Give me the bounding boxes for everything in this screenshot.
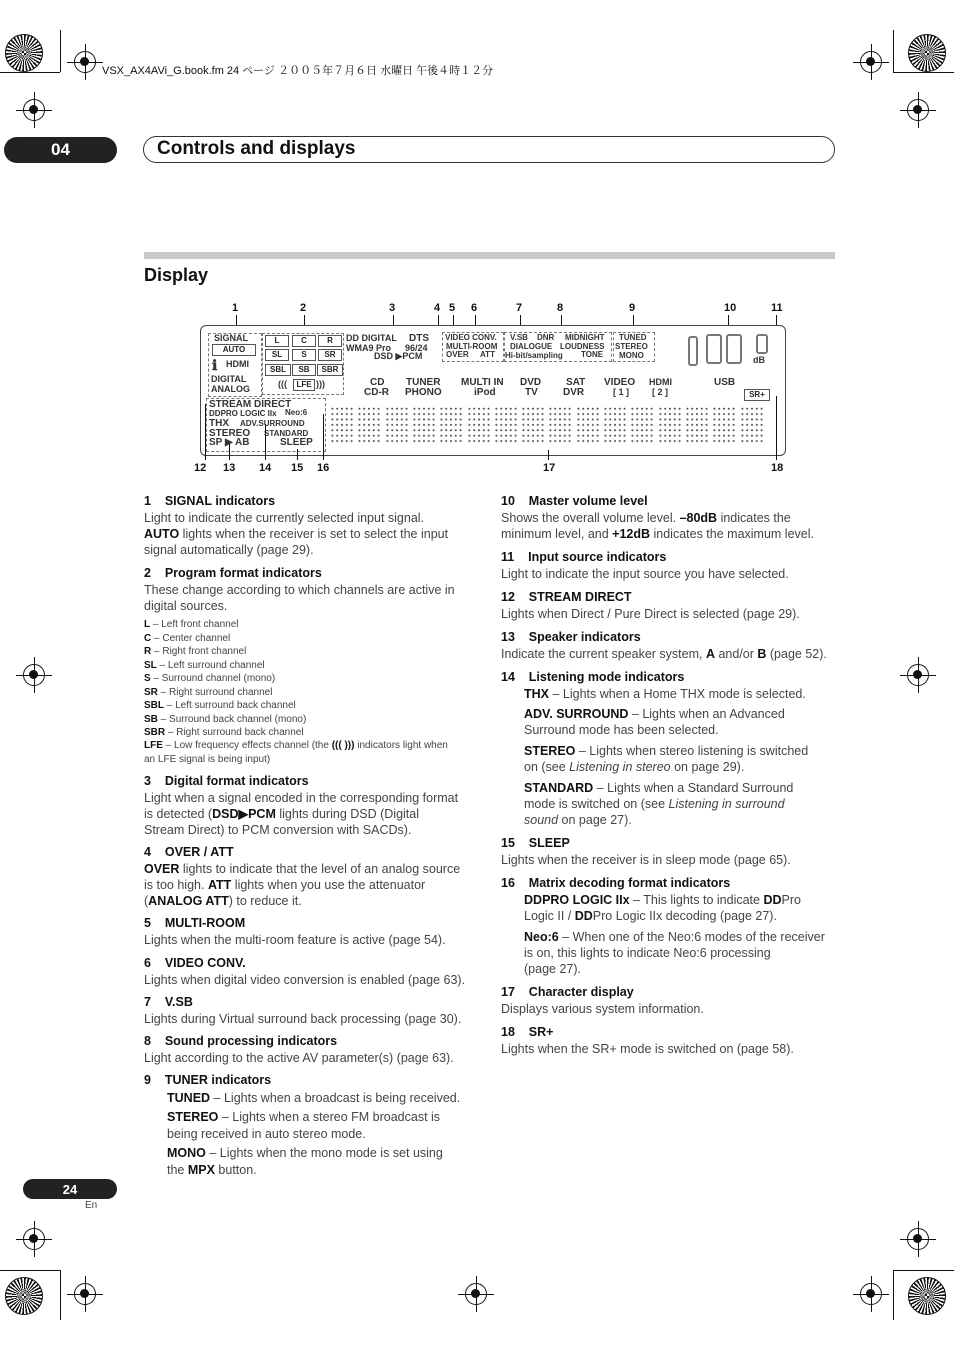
callout-number: 10 bbox=[724, 302, 737, 314]
item-text bbox=[144, 861, 484, 909]
callout-number: 2 bbox=[300, 302, 307, 314]
source-phono: PHONO bbox=[405, 387, 442, 398]
item-line: being received in auto stereo mode. bbox=[167, 1127, 366, 1141]
registration-mark bbox=[23, 1228, 45, 1250]
character-cell bbox=[385, 406, 409, 444]
character-cell bbox=[603, 406, 627, 444]
registration-mark bbox=[907, 664, 929, 686]
chapter-title: Controls and displays bbox=[157, 138, 356, 159]
character-cell bbox=[357, 406, 381, 444]
bold-term: PRO LOGIC IIx bbox=[542, 893, 630, 907]
channel-code: R bbox=[144, 646, 152, 657]
info-icon: ℹ bbox=[212, 357, 218, 373]
channel-c: C bbox=[292, 335, 316, 347]
bold-term: +12dB bbox=[612, 527, 651, 541]
item-line-text: ( bbox=[144, 894, 149, 908]
source-cd-r: CD-R bbox=[364, 387, 389, 398]
channel-description: – Left surround channel bbox=[156, 659, 265, 671]
character-cell bbox=[576, 406, 600, 444]
item-heading: 7 V.SB bbox=[144, 995, 193, 1009]
item-line-text: on (see bbox=[524, 760, 570, 774]
item-line bbox=[524, 812, 844, 828]
item-line-text: the bbox=[167, 1163, 188, 1177]
leader-line bbox=[776, 396, 777, 460]
italic-ref: Listening in stereo bbox=[569, 760, 671, 774]
registration-burst-bottom-right bbox=[908, 1277, 946, 1315]
lfe-wave-icon: ))) bbox=[316, 379, 325, 389]
crop-line bbox=[60, 1270, 61, 1320]
item-line-text: Pro bbox=[781, 893, 801, 907]
item-text: Lights when the multi-room feature is active (page 54). bbox=[144, 933, 446, 947]
callout-number: 16 bbox=[317, 462, 330, 474]
channel-list-item bbox=[144, 726, 484, 740]
channel-list-item bbox=[144, 672, 484, 686]
channel-code: SBL bbox=[144, 700, 164, 711]
item-line bbox=[167, 1090, 487, 1107]
callout-number: 8 bbox=[557, 302, 564, 314]
stereo-mode-indicator: STEREO bbox=[209, 428, 251, 439]
item-line bbox=[524, 929, 844, 945]
item-line bbox=[144, 806, 484, 822]
item-text: Light to indicate the input source you have selected. bbox=[501, 567, 789, 581]
channel-description: – Center channel bbox=[151, 632, 231, 644]
channel-list-item bbox=[144, 618, 484, 632]
character-cell bbox=[658, 406, 682, 444]
item-line bbox=[524, 780, 844, 796]
bold-term: –80dB bbox=[679, 511, 718, 525]
listening-mode-details bbox=[524, 686, 844, 828]
over-indicator: OVER bbox=[446, 350, 469, 359]
channel-code: SB bbox=[144, 713, 158, 725]
character-cell bbox=[685, 406, 709, 444]
item-line-text: – Lights when a Standard Surround bbox=[593, 781, 794, 795]
item-line bbox=[524, 908, 844, 924]
channel-list-item bbox=[144, 632, 484, 646]
italic-ref: Listening in surround bbox=[668, 797, 785, 811]
analog-indicator: ANALOG bbox=[211, 384, 250, 394]
source-tuner: TUNER bbox=[406, 377, 441, 388]
dsd-pcm-indicator: DSD ▶PCM bbox=[374, 351, 423, 361]
bold-term: STEREO bbox=[167, 1110, 219, 1124]
item-heading: 8 Sound processing indicators bbox=[144, 1034, 338, 1048]
channel-code: SR bbox=[144, 686, 158, 698]
thx-indicator: THX bbox=[209, 418, 229, 429]
registration-mark bbox=[23, 664, 45, 686]
registration-burst-top-left bbox=[5, 34, 43, 72]
channel-description: – Left surround back channel bbox=[164, 700, 296, 711]
source-sat: SAT bbox=[566, 377, 586, 388]
item-line bbox=[524, 892, 844, 908]
item-text: Lights when Direct / Pure Direct is selected (page 29). bbox=[501, 607, 800, 621]
channel-description: – Left front channel bbox=[150, 619, 239, 630]
pro-logic-indicator bbox=[209, 410, 277, 418]
callout-number: 9 bbox=[629, 302, 636, 314]
item-text: Lights when digital video conversion is enabled (page 63). bbox=[144, 973, 466, 987]
item-line-text: indicates the bbox=[717, 511, 791, 525]
item-line-text: lights during DSD (Digital bbox=[275, 807, 419, 821]
registration-mark bbox=[465, 1283, 487, 1305]
bold-term: ANALOG ATT bbox=[148, 894, 229, 908]
lfe-wave-icon: ((( bbox=[278, 379, 287, 389]
item-line bbox=[167, 1145, 487, 1162]
tuner-details bbox=[167, 1090, 487, 1179]
item-line bbox=[144, 526, 484, 558]
item-line: Light to indicate the currently selected input signal. bbox=[144, 511, 425, 525]
volume-digit bbox=[726, 334, 742, 364]
registration-mark bbox=[907, 99, 929, 121]
item-line-text: Pro Logic IIx decoding (page 27). bbox=[592, 909, 777, 923]
sr-plus-indicator: SR+ bbox=[744, 389, 770, 401]
item-line-text: – Lights when a stereo FM broadcast is bbox=[218, 1110, 441, 1124]
item-line-text: indicates the maximum level. bbox=[650, 527, 814, 541]
registration-mark bbox=[23, 99, 45, 121]
character-cell bbox=[548, 406, 572, 444]
item-line: Light when a signal encoded in the corresponding format bbox=[144, 791, 459, 805]
video-conv-indicator: VIDEO CONV. bbox=[445, 333, 497, 342]
96-24-indicator: 96/24 bbox=[405, 343, 428, 353]
source-hdmi: HDMI bbox=[649, 377, 672, 387]
channel-code: SL bbox=[144, 659, 157, 671]
item-heading: 10 Master volume level bbox=[501, 494, 648, 508]
source-cd: CD bbox=[370, 377, 385, 388]
item-heading: 11 Input source indicators bbox=[501, 550, 667, 564]
bold-term: STEREO bbox=[524, 744, 576, 758]
item-heading: 1 SIGNAL indicators bbox=[144, 494, 276, 508]
item-text bbox=[144, 790, 484, 838]
matrix-decoding-details bbox=[524, 892, 844, 977]
crop-line bbox=[0, 1270, 60, 1271]
callout-number: 15 bbox=[291, 462, 304, 474]
item-line-text: button. bbox=[214, 1163, 257, 1177]
item-line bbox=[524, 759, 844, 775]
item-line bbox=[524, 743, 844, 759]
character-cell bbox=[330, 406, 354, 444]
item-line-text: Shows the overall volume level. bbox=[501, 511, 680, 525]
item-line bbox=[144, 877, 484, 893]
item-line-text: indicators light when bbox=[354, 740, 448, 751]
item-line-text: is too high. bbox=[144, 878, 208, 892]
crop-line bbox=[0, 72, 60, 73]
item-line bbox=[524, 706, 844, 722]
language-code: En bbox=[85, 1200, 98, 1211]
character-cell bbox=[412, 406, 436, 444]
callout-number: 3 bbox=[389, 302, 396, 314]
item-line bbox=[501, 510, 841, 526]
file-header: VSX_AX4AVi_G.book.fm 24 ページ ２００５年７月６日 水曜日 午後４時１２分 bbox=[102, 65, 494, 77]
leader-line bbox=[265, 424, 266, 460]
loudness-indicator: LOUDNESS bbox=[560, 342, 605, 351]
crop-line bbox=[60, 30, 61, 72]
item-heading: 18 SR+ bbox=[501, 1025, 554, 1039]
chapter-number: 04 bbox=[4, 137, 117, 163]
item-line-text: and/or bbox=[715, 647, 758, 661]
dolby-logo-icon: DD bbox=[209, 409, 221, 418]
channel-list-item bbox=[144, 713, 484, 727]
channel-s: S bbox=[292, 349, 316, 361]
dolby-logo-icon: DD bbox=[524, 893, 543, 907]
channel-description: – Surround back channel (mono) bbox=[157, 713, 307, 725]
item-heading: 16 Matrix decoding format indicators bbox=[501, 876, 731, 890]
tone-indicator: TONE bbox=[581, 350, 604, 359]
registration-mark bbox=[860, 51, 882, 73]
item-heading: 13 Speaker indicators bbox=[501, 630, 641, 644]
item-line-text: – When one of the Neo:6 modes of the receiver bbox=[558, 930, 825, 944]
character-cell bbox=[521, 406, 545, 444]
bold-term: Neo:6 bbox=[524, 930, 559, 944]
item-line-text: is detected ( bbox=[144, 807, 213, 821]
item-line-text: lights when the receiver is set to select the input signal automatically (page 29). bbox=[144, 527, 449, 557]
character-cell bbox=[439, 406, 463, 444]
registration-burst-bottom-left bbox=[5, 1277, 43, 1315]
channel-code: L bbox=[144, 619, 151, 630]
bold-term: STANDARD bbox=[524, 781, 594, 795]
digital-indicator: DIGITAL bbox=[211, 374, 247, 384]
item-line-text: on page 27). bbox=[558, 813, 632, 827]
channel-description: – Right surround channel bbox=[157, 686, 273, 698]
bold-term: MPX bbox=[187, 1163, 215, 1177]
item-line-text: – Lights when a Home THX mode is selected. bbox=[549, 687, 806, 701]
character-cell bbox=[630, 406, 654, 444]
source-ipod: iPod bbox=[474, 387, 496, 398]
item-text bbox=[144, 510, 484, 558]
bold-term: LFE bbox=[144, 740, 163, 751]
wma9-pro-indicator: WMA9 Pro bbox=[346, 343, 391, 353]
tuned-indicator: TUNED bbox=[619, 333, 647, 342]
callout-number: 6 bbox=[471, 302, 478, 314]
item-text bbox=[501, 646, 841, 662]
dialogue-indicator: DIALOGUE bbox=[510, 342, 553, 351]
bold-term: OVER bbox=[144, 862, 180, 876]
midnight-indicator: MIDNIGHT bbox=[565, 333, 605, 342]
channel-sl: SL bbox=[265, 349, 289, 361]
att-indicator: ATT bbox=[480, 350, 495, 359]
channel-sbl: SBL bbox=[265, 364, 291, 376]
db-indicator: dB bbox=[753, 355, 765, 365]
dolby-logo-icon: DD bbox=[574, 909, 593, 923]
page-number: 24 bbox=[23, 1179, 117, 1199]
item-line-text: (page 52). bbox=[766, 647, 827, 661]
item-line bbox=[167, 1109, 487, 1126]
item-heading: 9 TUNER indicators bbox=[144, 1073, 272, 1087]
stereo-indicator: STEREO bbox=[615, 342, 648, 351]
item-line bbox=[144, 893, 484, 909]
crop-line bbox=[893, 1270, 954, 1271]
speaker-ab-indicator: SP ▶ AB bbox=[209, 437, 250, 448]
item-line-text: ) to reduce it. bbox=[228, 894, 302, 908]
source-usb: USB bbox=[714, 377, 736, 388]
channel-sr: SR bbox=[318, 349, 342, 361]
vsb-indicator: V.SB bbox=[510, 333, 528, 342]
callout-number: 12 bbox=[194, 462, 207, 474]
bold-term: THX bbox=[524, 687, 549, 701]
lfe-indicator: LFE bbox=[293, 379, 315, 391]
source-video-number: [ 1 ] bbox=[613, 387, 630, 397]
crop-line bbox=[893, 72, 954, 73]
channel-list-item bbox=[144, 699, 484, 713]
callout-number: 7 bbox=[516, 302, 523, 314]
registration-mark bbox=[907, 1228, 929, 1250]
channel-list-item bbox=[144, 645, 484, 659]
registration-mark bbox=[74, 51, 96, 73]
adv-surround-indicator: ADV.SURROUND bbox=[240, 419, 305, 428]
callout-number: 14 bbox=[259, 462, 272, 474]
item-line bbox=[144, 861, 484, 877]
item-heading: 14 Listening mode indicators bbox=[501, 670, 685, 684]
dolby-logo-icon: DD bbox=[346, 333, 359, 343]
channel-l: L bbox=[265, 335, 289, 347]
item-line-text: an LFE signal is being input) bbox=[144, 753, 271, 765]
callout-number: 13 bbox=[223, 462, 236, 474]
volume-digit bbox=[706, 334, 722, 364]
item-text: Lights during Virtual surround back processing (page 30). bbox=[144, 1012, 462, 1026]
volume-digit bbox=[688, 336, 698, 366]
item-text bbox=[501, 510, 841, 542]
channel-description: – Right front channel bbox=[151, 646, 247, 657]
leader-line bbox=[205, 404, 206, 460]
channel-code: SBR bbox=[144, 727, 166, 738]
stream-direct-indicator: STREAM DIRECT bbox=[209, 399, 292, 410]
item-line-text: – Lights when a broadcast is being received. bbox=[210, 1091, 461, 1105]
crop-line bbox=[893, 30, 894, 72]
item-line-text: – This lights to indicate bbox=[629, 893, 764, 907]
item-line bbox=[524, 796, 844, 812]
item-line bbox=[524, 686, 844, 702]
item-line: Stream Direct) to PCM conversion with SACDs). bbox=[144, 823, 412, 837]
channel-r: R bbox=[318, 335, 342, 347]
source-tv: TV bbox=[525, 387, 538, 398]
bold-term: AUTO bbox=[144, 527, 180, 541]
item-line bbox=[501, 526, 841, 542]
channel-list bbox=[144, 618, 484, 740]
channel-code: C bbox=[144, 632, 152, 644]
bold-term: DSD▶PCM bbox=[212, 807, 276, 821]
item-line: (page 27). bbox=[524, 962, 581, 976]
item-line-text: on page 29). bbox=[670, 760, 745, 774]
callout-number: 4 bbox=[434, 302, 441, 314]
channel-sbr: SBR bbox=[317, 364, 343, 376]
item-text: Lights when the receiver is in sleep mode (page 65). bbox=[501, 853, 791, 867]
dolby-digital-indicator bbox=[346, 334, 397, 343]
pro-logic-label: PRO LOGIC IIx bbox=[220, 409, 277, 418]
callout-number: 5 bbox=[449, 302, 456, 314]
section-title: Display bbox=[144, 265, 209, 285]
channel-list-item bbox=[144, 686, 484, 700]
sleep-indicator: SLEEP bbox=[280, 437, 313, 448]
multi-room-indicator: MULTI-ROOM bbox=[446, 342, 498, 351]
item-line-text: Logic II / bbox=[524, 909, 575, 923]
callout-number: 11 bbox=[771, 302, 783, 314]
item-line-text: – Lights when the mono mode is set using bbox=[205, 1146, 443, 1160]
character-cell bbox=[740, 406, 764, 444]
item-text: Light according to the active AV parameter(s) (page 63). bbox=[144, 1051, 454, 1065]
hibit-indicator: Hi-bit/sampling bbox=[505, 351, 563, 360]
lfe-note bbox=[144, 739, 484, 766]
volume-digit bbox=[756, 334, 768, 354]
registration-mark bbox=[74, 1283, 96, 1305]
registration-burst-top-right bbox=[908, 34, 946, 72]
item-line-text: minimum level, and bbox=[501, 527, 613, 541]
item-line-text: – Low frequency effects channel (the bbox=[162, 740, 329, 751]
item-line: Surround mode has been selected. bbox=[524, 723, 719, 737]
leader-line bbox=[548, 450, 549, 460]
source-dvd: DVD bbox=[520, 377, 542, 388]
item-line: is on, this lights to indicate Neo:6 processing bbox=[524, 946, 771, 960]
signal-indicator: SIGNAL bbox=[214, 333, 249, 343]
callout-number: 18 bbox=[771, 462, 784, 474]
item-line-text: lights when you use the attenuator bbox=[231, 878, 426, 892]
item-heading: 2 Program format indicators bbox=[144, 566, 322, 580]
standard-indicator: STANDARD bbox=[264, 429, 309, 438]
character-cell bbox=[712, 406, 736, 444]
item-line-text: mode is switched on (see bbox=[524, 797, 669, 811]
neo6-indicator: Neo:6 bbox=[285, 408, 308, 417]
section-rule bbox=[144, 252, 835, 259]
crop-line bbox=[893, 1270, 894, 1320]
item-line-text: – Lights when an Advanced bbox=[628, 707, 785, 721]
item-line-text: lights to indicate that the level of an analog source bbox=[179, 862, 461, 876]
bold-term: ADV. SURROUND bbox=[524, 707, 629, 721]
channel-sb: SB bbox=[292, 364, 316, 376]
item-text: Displays various system information. bbox=[501, 1002, 704, 1016]
channel-list-item bbox=[144, 659, 484, 673]
source-hdmi-number: [ 2 ] bbox=[652, 387, 669, 397]
item-heading: 12 STREAM DIRECT bbox=[501, 590, 632, 604]
dolby-digital-label: DIGITAL bbox=[361, 333, 397, 343]
bold-term: ATT bbox=[207, 878, 232, 892]
dnr-indicator: DNR bbox=[537, 333, 555, 342]
auto-indicator: AUTO bbox=[212, 344, 256, 356]
dolby-logo-icon: DD bbox=[763, 893, 782, 907]
item-heading: 17 Character display bbox=[501, 985, 634, 999]
lfe-symbol: ((( ))) bbox=[331, 740, 355, 751]
channel-description: – Surround channel (mono) bbox=[150, 673, 276, 684]
leader-line bbox=[229, 444, 230, 460]
channel-description: – Right surround back channel bbox=[165, 727, 304, 738]
dts-indicator: DTS bbox=[409, 333, 429, 344]
leader-line bbox=[323, 414, 324, 460]
item-text: Lights when the SR+ mode is switched on (page 58). bbox=[501, 1042, 794, 1056]
item-text: These change according to which channels are active in digital sources. bbox=[144, 583, 455, 613]
bold-term: MONO bbox=[167, 1146, 206, 1160]
item-heading: 3 Digital format indicators bbox=[144, 774, 309, 788]
channel-code: S bbox=[144, 673, 151, 684]
character-cell bbox=[467, 406, 491, 444]
bold-term: B bbox=[757, 647, 767, 661]
italic-ref: sound bbox=[524, 813, 559, 827]
bold-term: A bbox=[705, 647, 715, 661]
source-dvr: DVR bbox=[563, 387, 585, 398]
callout-number: 17 bbox=[543, 462, 556, 474]
item-line bbox=[167, 1162, 487, 1179]
source-video: VIDEO bbox=[604, 377, 636, 388]
bold-term: TUNED bbox=[167, 1091, 211, 1105]
leader-line bbox=[297, 449, 298, 460]
item-heading: 5 MULTI-ROOM bbox=[144, 916, 246, 930]
callout-number: 1 bbox=[232, 302, 239, 314]
mono-indicator: MONO bbox=[619, 351, 644, 360]
item-line-text: Indicate the current speaker system, bbox=[501, 647, 706, 661]
item-heading: 4 OVER / ATT bbox=[144, 845, 234, 859]
hdmi-indicator: HDMI bbox=[226, 359, 249, 369]
character-cell bbox=[494, 406, 518, 444]
item-line-text: – Lights when stereo listening is switched bbox=[575, 744, 809, 758]
item-heading: 6 VIDEO CONV. bbox=[144, 956, 246, 970]
item-heading: 15 SLEEP bbox=[501, 836, 570, 850]
registration-mark bbox=[860, 1283, 882, 1305]
source-multi-in: MULTI IN bbox=[461, 377, 504, 388]
